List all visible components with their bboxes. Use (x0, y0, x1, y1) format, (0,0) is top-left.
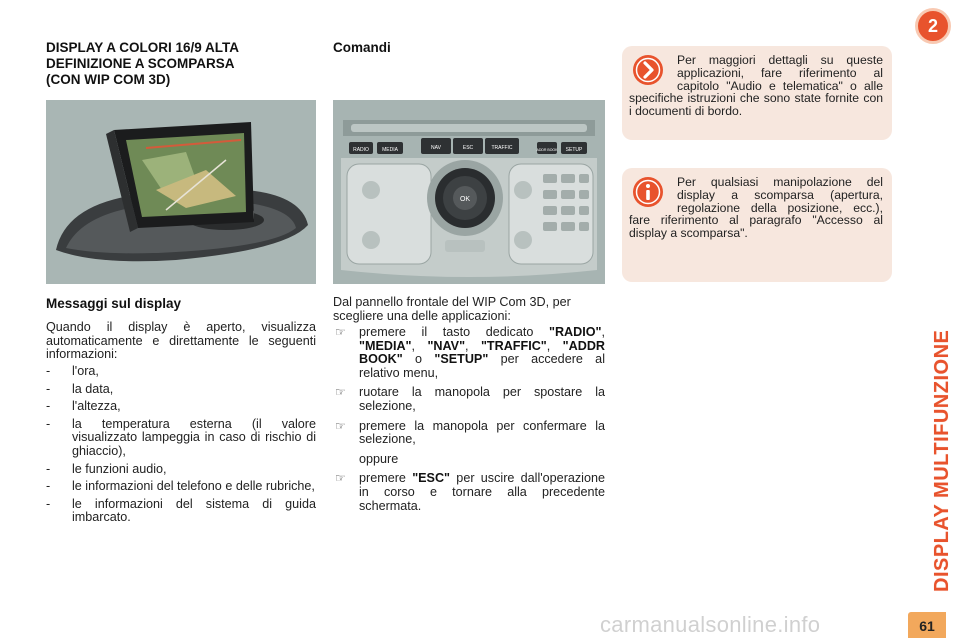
panel-button-esc: ESC (462, 145, 474, 151)
step-or (333, 453, 605, 467)
step-press-knob (333, 420, 605, 447)
list-item-text: la temperatura esterna (il valore visualizzato lampeggia in caso di rischio di ghiaccio), (72, 416, 316, 458)
panel-button-addr-book: ADDR BOOK (536, 148, 558, 152)
step-text: ruotare la manopola per spostare la selezione, (359, 385, 605, 413)
note-text: Per maggiori dettagli su queste applicazioni, fare riferimento al capitolo "Audio e telematica" o alle specifiche istruzioni che sono state fornite con i documenti di bordo. (629, 53, 883, 119)
list-item: - l'altezza, (46, 399, 121, 414)
key-nav: "NAV" (427, 338, 466, 353)
controls-intro: Dal pannello frontale del WIP Com 3D, per scegliere una delle applicazioni: (333, 295, 571, 323)
list-item: - la temperatura esterna (il valore visualizzato lampeggia in caso di rischio di ghiaccio), (46, 416, 316, 458)
control-panel-illustration (333, 100, 605, 284)
step-text: premere la manopola per confermare la selezione, (359, 418, 605, 447)
note-more-details (622, 46, 892, 140)
step-rotate-knob (333, 386, 605, 413)
key-setup: "SETUP" (434, 352, 489, 367)
section-title-controls: Comandi (333, 40, 391, 55)
panel-button-radio: RADIO (353, 147, 369, 153)
key-traffic: "TRAFFIC" (480, 338, 547, 353)
list-item: - l'ora, (46, 364, 99, 378)
left-column (46, 40, 316, 88)
controls-steps-list (333, 326, 605, 519)
control-panel-photo (333, 100, 605, 284)
list-item-text: le informazioni del sistema di guida imbarcato. (72, 496, 316, 525)
step-text: premere (359, 471, 413, 486)
list-item-text: le funzioni audio, (72, 461, 167, 476)
list-item: - le funzioni audio, (46, 461, 167, 476)
list-item-text: le informazioni del telefono e delle rubriche, (72, 479, 315, 494)
step-text: per accedere al relativo menu, (359, 352, 605, 380)
page-title-line: (CON WIP COM 3D) (46, 72, 171, 87)
panel-button-traffic: TRAFFIC (491, 145, 513, 151)
display-messages-intro: Quando il display è aperto, visualizza automaticamente e direttamente le seguenti informazioni: (46, 320, 316, 362)
panel-button-setup: SETUP (565, 147, 583, 153)
retractable-display-illustration (46, 100, 316, 284)
list-item-text: la data, (72, 381, 114, 396)
note-more-details-text (629, 54, 883, 118)
display-photo (46, 100, 316, 284)
key-media: "MEDIA" (359, 338, 412, 353)
step-text: o (402, 352, 435, 367)
middle-column (333, 40, 605, 55)
list-item: - le informazioni del telefono e delle rubriche, (46, 479, 315, 494)
display-messages-list (46, 365, 316, 529)
list-item: - le informazioni del sistema di guida imbarcato. (46, 496, 316, 525)
page-title-line: DEFINIZIONE A SCOMPARSA (46, 56, 235, 71)
list-item-text: l'altezza, (72, 399, 121, 414)
pointing-hand-icon: ☞ (335, 325, 346, 339)
step-press-esc (333, 472, 605, 513)
panel-button-media: MEDIA (382, 147, 398, 153)
key-esc: "ESC" (412, 471, 451, 486)
section-title-display-messages: Messaggi sul display (46, 296, 182, 311)
watermark: carmanualsonline.info (600, 612, 821, 637)
step-select-app: ☞ premere il tasto dedicato "RADIO", "MEDIA", "NAV", "TRAFFIC", "ADDR BOOK" o "SETUP" per accedere al relativo menu, (335, 325, 606, 380)
chapter-title: DISPLAY MULTIFUNZIONE (931, 329, 953, 592)
knob-ok-label: OK (459, 196, 471, 203)
pointing-hand-icon: ☞ (335, 471, 346, 486)
note-display-handling (622, 168, 892, 282)
panel-button-nav: NAV (431, 145, 441, 151)
or-label: oppure (359, 451, 399, 466)
pointing-hand-icon: ☞ (335, 385, 346, 400)
note-display-handling-text (629, 176, 883, 240)
list-item-text: l'ora, (72, 364, 99, 378)
page-title-line: DISPLAY A COLORI 16/9 ALTA (46, 40, 240, 55)
note-text: Per qualsiasi manipolazione del display a scomparsa (apertura, regolazione della posizione, ecc.), fare riferimento al paragrafo "Accesso al display a scomparsa". (629, 175, 883, 241)
step-text: per uscire dall'operazione in corso e tornare alla precedente schermata. (359, 471, 605, 513)
key-addr-book: "ADDR BOOK" (359, 338, 606, 367)
list-item: - la data, (46, 381, 114, 396)
pointing-hand-icon: ☞ (335, 418, 346, 433)
step-text: premere il tasto dedicato (359, 325, 549, 339)
key-radio: "RADIO" (548, 325, 602, 339)
chapter-number-badge: 2 (915, 8, 951, 44)
page-title (46, 40, 316, 88)
page-number: 61 (908, 612, 946, 638)
